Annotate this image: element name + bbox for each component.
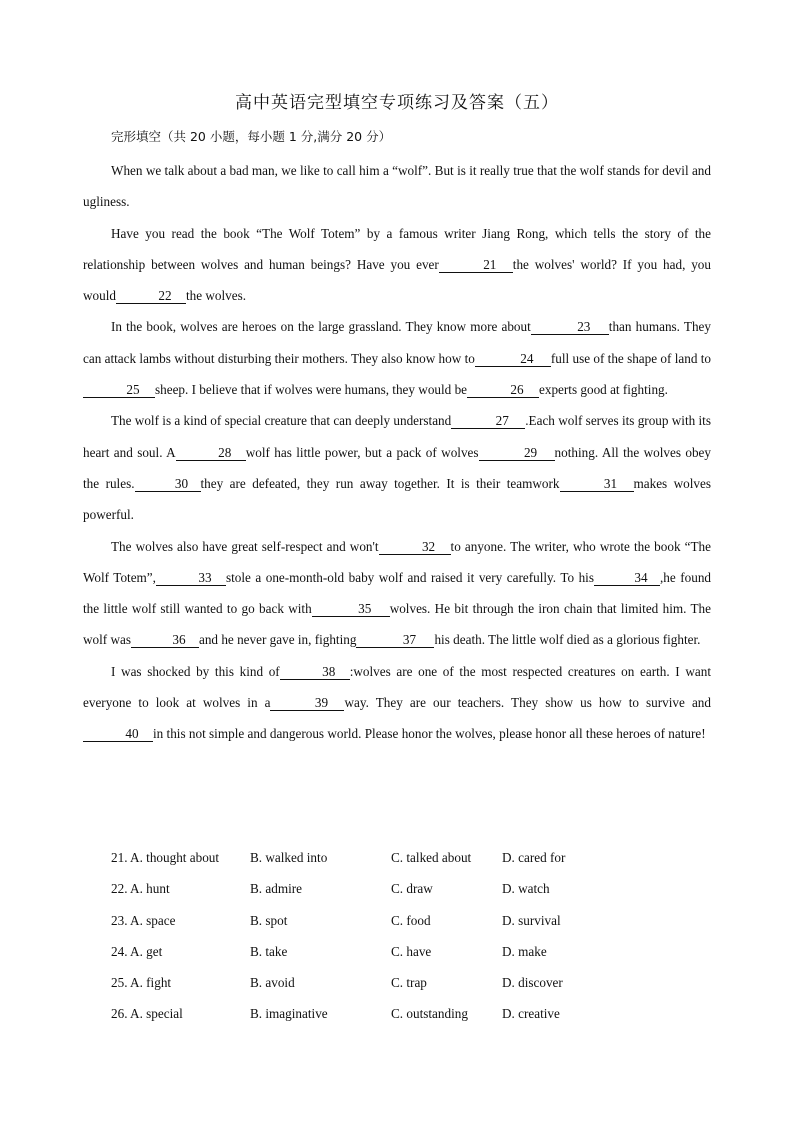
paragraph-text: in this not simple and dangerous world. Please honor the wolves, please honor all these heroes of nature! [153, 726, 706, 742]
option-a: 21. A. thought about [111, 850, 220, 865]
option-c: C. draw [391, 881, 433, 897]
paragraph-text: way. They are our teachers. They show us how to survive and [344, 695, 711, 711]
option-a: 22. A. hunt [111, 881, 170, 897]
option-c: C. have [391, 943, 432, 959]
blank-33: 33 [156, 571, 226, 586]
paragraph-text: In the book, wolves are heroes on the large grassland. They know more about [111, 319, 531, 335]
paragraph-text: wolves. He bit through the iron chain that limited him. The wolf was [83, 601, 711, 648]
paragraph-text: .Each wolf serves its group with its heart and soul. A [83, 413, 711, 460]
blank-30: 30 [135, 477, 201, 492]
blank-22: 22 [116, 289, 186, 304]
option-d: D. creative [502, 1006, 560, 1022]
option-row-26 [111, 998, 711, 1029]
section-heading: 完形填空（共 20 小题，每小题 1 分,满分 20 分） [111, 129, 392, 144]
option-b: B. spot [250, 912, 288, 928]
paragraph-text: his death. The little wolf died as a glorious fighter. [434, 632, 701, 648]
option-a: 25. A. fight [111, 975, 172, 991]
option-d: D. survival [502, 912, 561, 928]
option-b: B. admire [250, 881, 303, 897]
blank-23: 23 [531, 320, 609, 335]
option-row-23 [111, 905, 711, 936]
option-row-24 [111, 936, 711, 967]
paragraph-text: wolf has little power, but a pack of wolves [245, 444, 479, 460]
blank-29: 29 [479, 446, 555, 461]
option-a: 26. A. special [111, 1006, 183, 1022]
paragraph-text: When we talk about a bad man, we like to call him a “wolf”. But is it really true that the wolf stands for devil and ugliness. [83, 163, 711, 210]
blank-39: 39 [270, 696, 344, 711]
option-b: B. avoid [250, 975, 295, 991]
blank-25: 25 [83, 383, 155, 398]
paragraph-text: full use of the shape of land to [550, 350, 711, 366]
option-d: D. watch [502, 881, 550, 897]
blank-24: 24 [475, 352, 551, 367]
option-c: C. talked about [391, 850, 472, 865]
paragraph-5 [83, 531, 711, 656]
paragraph-3 [83, 311, 711, 405]
option-b: B. imaginative [250, 1006, 328, 1022]
paragraph-text: The wolf is a kind of special creature that can deeply understand [111, 413, 452, 429]
paragraph-6 [83, 656, 711, 750]
paragraph-text: the wolves' world? If you had, you would [83, 256, 711, 304]
paragraph-text: stole a one-month-old baby wolf and raised it very carefully. To his [225, 569, 594, 585]
blank-36: 36 [131, 633, 199, 648]
option-d: D. make [502, 943, 547, 959]
paragraph-text: :wolves are one of the most respected creatures on earth. I want everyone to look at wolves in a [83, 663, 711, 711]
blank-31: 31 [560, 477, 634, 492]
blank-34: 34 [594, 571, 660, 586]
answer-options [111, 842, 711, 1030]
option-row-25 [111, 967, 711, 998]
blank-26: 26 [467, 383, 539, 398]
paragraph-text: the wolves. [185, 288, 247, 304]
paragraph-text: I was shocked by this kind of [111, 663, 280, 679]
option-c: C. outstanding [391, 1006, 468, 1022]
option-row-21 [111, 842, 711, 873]
paragraph-text: The wolves also have great self-respect and won't [111, 538, 379, 554]
page-title: 高中英语完型填空专项练习及答案（五） [235, 93, 559, 113]
blank-21: 21 [439, 258, 513, 273]
paragraph-text: nothing. All the wolves obey the rules. [83, 444, 711, 491]
paragraph-2 [83, 218, 711, 312]
option-a: 23. A. space [111, 912, 176, 928]
blank-37: 37 [356, 633, 434, 648]
paragraph-text: to anyone. The writer, who wrote the book “The Wolf Totem”, [83, 538, 711, 585]
blank-40: 40 [83, 727, 153, 742]
option-b: B. walked into [250, 850, 328, 865]
paragraph-text: and he never gave in, fighting [198, 632, 357, 648]
blank-35: 35 [312, 602, 390, 617]
blank-38: 38 [280, 665, 350, 680]
paragraph-text: sheep. I believe that if wolves were humans, they would be [155, 382, 468, 398]
blank-32: 32 [379, 540, 451, 555]
option-d: D. cared for [502, 850, 566, 865]
option-c: C. food [391, 912, 431, 928]
blank-27: 27 [451, 414, 525, 429]
paragraph-text: than humans. They can attack lambs without disturbing their mothers. They also know how to [83, 319, 711, 366]
option-a: 24. A. get [111, 943, 163, 959]
option-c: C. trap [391, 975, 427, 991]
paragraph-4 [83, 405, 711, 530]
blank-28: 28 [176, 446, 246, 461]
paragraph-text: experts good at fighting. [539, 382, 668, 398]
option-d: D. discover [502, 975, 563, 991]
paragraph-text: makes wolves powerful. [83, 475, 712, 523]
paragraph-1 [83, 155, 711, 218]
paragraph-text: they are defeated, they run away together. It is their teamwork [200, 475, 560, 491]
option-row-22 [111, 873, 711, 904]
option-b: B. take [250, 943, 288, 959]
paragraph-text: ,he found the little wolf still wanted to go back with [83, 569, 712, 617]
paragraph-text: Have you read the book “The Wolf Totem” by a famous writer Jiang Rong, which tells the story of the relationship between wolves and human beings? Have you ever [83, 225, 711, 272]
cloze-passage [83, 155, 711, 750]
